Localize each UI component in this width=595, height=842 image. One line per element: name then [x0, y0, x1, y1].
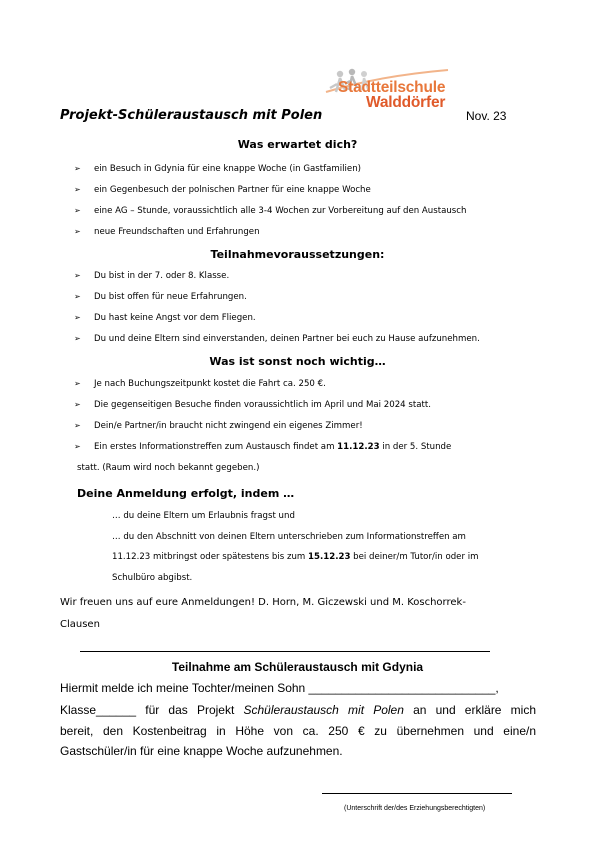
registration-text-end: bei deiner/m Tutor/in oder im: [350, 552, 479, 562]
bullet-arrow-icon: ➢: [74, 227, 81, 236]
list-item: ein Besuch in Gdynia für eine knappe Woche (in Gastfamilien): [94, 164, 362, 174]
closing-line-names: Clausen: [60, 619, 100, 630]
registration-step-2-continued: [112, 552, 478, 562]
info-meeting-date: 11.12.23: [337, 442, 380, 452]
logo-text-name: Walddörfer: [366, 94, 446, 111]
bullet-arrow-icon: ➢: [74, 313, 81, 322]
form-line-registration: Hiermit melde ich meine Tochter/meinen Sohn ____________________________,: [60, 681, 499, 695]
registration-deadline: 15.12.23: [308, 552, 351, 562]
bullet-arrow-icon: ➢: [74, 421, 81, 430]
info-meeting-text: Ein erstes Informationstreffen zum Austausch findet am: [94, 442, 338, 452]
bullet-arrow-icon: ➢: [74, 400, 81, 409]
form-title: Teilnahme am Schüleraustausch mit Gdynia: [171, 660, 424, 674]
bullet-arrow-icon: ➢: [74, 379, 81, 388]
list-item: Du bist offen für neue Erfahrungen.: [94, 292, 247, 302]
section-heading-important: Was ist sonst noch wichtig…: [209, 355, 386, 368]
logo-text-school: Stadtteilschule: [338, 79, 446, 96]
list-item: neue Freundschaften und Erfahrungen: [94, 227, 260, 237]
registration-text: 11.12.23 mitbringst oder spätestens bis zum: [112, 552, 309, 562]
list-item: Dein/e Partner/in braucht nicht zwingend ein eigenes Zimmer!: [94, 421, 363, 431]
form-class-text: Klasse______ für das Projekt: [60, 703, 244, 717]
bullet-arrow-icon: ➢: [74, 206, 81, 215]
list-item: Du und deine Eltern sind einverstanden, deinen Partner bei euch zu Hause aufzunehmen.: [94, 334, 480, 344]
registration-step-2-end: Schulbüro abgibst.: [112, 573, 193, 583]
cut-line-divider: [80, 651, 490, 652]
list-item: Die gegenseitigen Besuche finden voraussichtlich im April und Mai 2024 statt.: [94, 400, 431, 410]
signature-line[interactable]: [322, 793, 512, 794]
info-meeting-text-end: in der 5. Stunde: [379, 442, 452, 452]
bullet-arrow-icon: ➢: [74, 334, 81, 343]
list-item: Du bist in der 7. oder 8. Klasse.: [94, 271, 230, 281]
list-item-info-meeting: [94, 442, 451, 452]
bullet-arrow-icon: ➢: [74, 164, 81, 173]
bullet-arrow-icon: ➢: [74, 185, 81, 194]
bullet-arrow-icon: ➢: [74, 442, 81, 451]
list-item: Du hast keine Angst vor dem Fliegen.: [94, 313, 256, 323]
form-line-host: Gastschüler/in für eine knappe Woche aufzunehmen.: [60, 744, 343, 758]
bullet-arrow-icon: ➢: [74, 271, 81, 280]
list-item: eine AG – Stunde, voraussichtlich alle 3-4 Wochen zur Vorbereitung auf den Austausch: [94, 206, 467, 216]
info-meeting-continuation: statt. (Raum wird noch bekannt gegeben.): [77, 463, 260, 473]
document-title: Projekt-Schüleraustausch mit Polen: [60, 108, 323, 123]
bullet-arrow-icon: ➢: [74, 292, 81, 301]
closing-line: Wir freuen uns auf eure Anmeldungen! D. Horn, M. Giczewski und M. Koschorrek-: [60, 597, 466, 608]
registration-step-1: … du deine Eltern um Erlaubnis fragst und: [112, 511, 295, 521]
section-heading-expectations: Was erwartet dich?: [237, 138, 358, 151]
form-class-text-end: an und erkläre mich: [403, 703, 536, 717]
document-date: Nov. 23: [466, 109, 507, 123]
form-project-name: Schüleraustausch mit Polen: [243, 703, 404, 717]
form-line-class: [60, 703, 536, 717]
registration-step-2: … du den Abschnitt von deinen Eltern unterschrieben zum Informationstreffen am: [112, 532, 466, 542]
list-item: ein Gegenbesuch der polnischen Partner für eine knappe Woche: [94, 185, 371, 195]
list-item: Je nach Buchungszeitpunkt kostet die Fahrt ca. 250 €.: [94, 379, 326, 389]
signature-caption: (Unterschrift der/des Erziehungsberechtigten): [344, 805, 486, 812]
registration-heading: Deine Anmeldung erfolgt, indem …: [77, 487, 295, 500]
form-line-cost: bereit, den Kostenbeitrag in Höhe von ca. 250 € zu übernehmen und eine/n: [60, 724, 536, 738]
section-heading-requirements: Teilnahmevoraussetzungen:: [210, 248, 385, 261]
